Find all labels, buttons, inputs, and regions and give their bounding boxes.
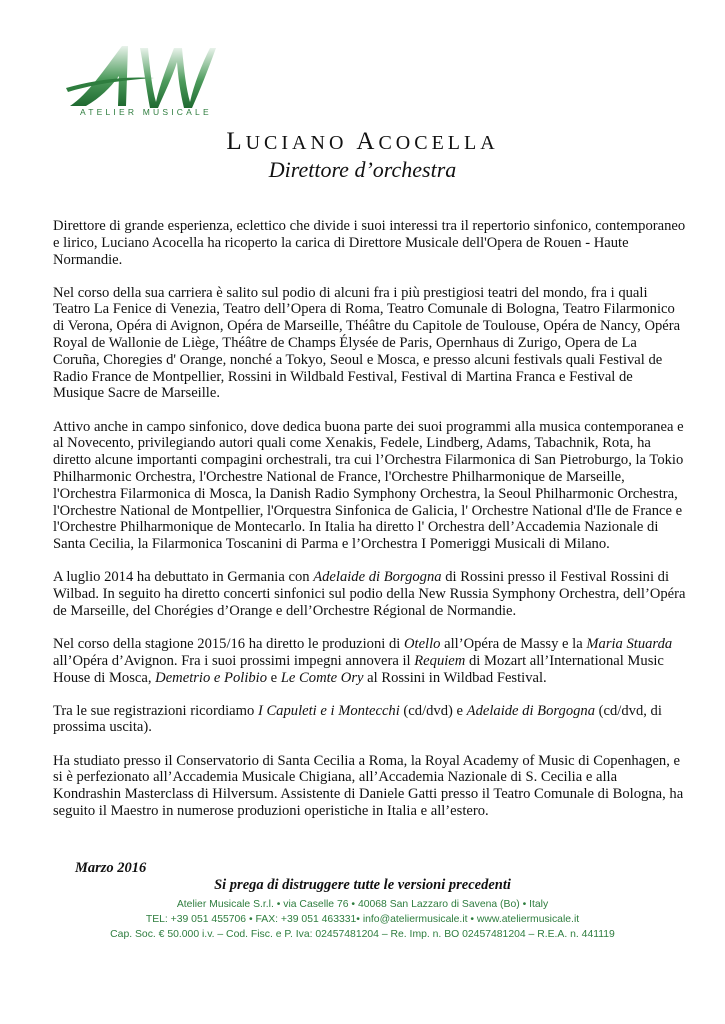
paragraph-recordings: Tra le sue registrazioni ricordiamo I Capuleti e i Montecchi (cd/dvd) e Adelaide di Borgogna (cd/dvd, di prossima uscita). — [53, 702, 662, 736]
page-title: LUCIANO ACOCELLA — [226, 128, 499, 155]
document-date: Marzo 2016 — [75, 860, 147, 876]
footer-contacts: TEL: +39 051 455706 • FAX: +39 051 463331• info@ateliermusicale.it • www.ateliermusicale.it — [145, 914, 580, 925]
paragraph-studies: Ha studiato presso il Conservatorio di Santa Cecilia a Roma, la Royal Academy of Music di Copenhagen, e si è perfezionato all’Accademia Musicale Chigiana, all’Accademia Nazionale di S. Cecilia e alla Kondrashin Masterclass di Hilversum. Assistente di Daniele Gatti presso il Teatro Comunale di Bologna, ha seguito il Maestro in numerose produzioni operistiche in Italia e all’estero. — [53, 752, 684, 819]
footer-address: Atelier Musicale S.r.l. • via Caselle 76 • 40068 San Lazzaro di Savena (Bo) • Italy — [176, 899, 549, 910]
paragraph-germany: A luglio 2014 ha debuttato in Germania con Adelaide di Borgogna di Rossini presso il Festival Rossini di Wilbad. In seguito ha diretto concerti sinfonici sul podio della New Russia Symphony Orchestra, dell’Opéra de Marseille, del Chorégies d’Orange e dell’Orchestre Régional de Normandie. — [53, 569, 686, 619]
biography-body — [53, 218, 687, 836]
paragraph-symphonic: Attivo anche in campo sinfonico, dove dedica buona parte dei suoi programmi alla musica contemporanea e al Novecento, privilegiando autori quali come Xenakis, Fedele, Lindberg, Adams, Tabachnik, Rota, ha diretto alcune importanti compagini orchestrali, tra cui l’Orchestra Filarmonica di San Pietroburgo, la Tokio Philharmonic Orchestra, l'Orchestre National de France, l'Orchestre Philharmonique de Marseille, l'Orchestra Filarmonica di Mosca, la Danish Radio Symphony Orchestra, la Seoul Philharmonic Orchestra, l'Orchestre National de Montpellier, l'Orquestra Sinfonica de Galicia, l' Orchestre National d'Ile de France e l'Orchestre Philharmonique de Montecarlo. In Italia ha diretto l' Orchestra dell’Accademia Nazionale di Santa Cecilia, la Filarmonica Toscanini di Parma e l’Orchestra I Pomeriggi Musicali di Milano. — [53, 418, 684, 553]
page-subtitle: Direttore d’orchestra — [268, 157, 457, 182]
footer-registration: Cap. Soc. € 50.000 i.v. – Cod. Fisc. e P. Iva: 02457481204 – Re. Imp. n. BO 02457481204 – R.E.A. n. 441119 — [110, 929, 615, 940]
company-footer — [0, 897, 725, 942]
version-notice: Si prega di distruggere tutte le versioni precedenti — [214, 877, 511, 893]
paragraph-theatres: Nel corso della sua carriera è salito sul podio di alcuni fra i più prestigiosi teatri del mondo, fra i quali Teatro La Fenice di Venezia, Teatro dell’Opera di Roma, Teatro Comunale di Bologna, Teatro Filarmonico di Verona, Opéra di Avignon, Opéra de Marseille, Théâtre du Capitole de Toulouse, Opéra de Nancy, Opéra Royal de Wallonie de Liège, Théâtre de Champs Élysée de Paris, Opernhaus di Zurigo, Opera de La Coruña, Choregies d' Orange, nonché a Tokyo, Seoul e Mosca, e presso alcuni festivals quali Festival de Radio France de Montpellier, Rossini in Wildbald Festival, Festival di Martina Franca e Festival de Musique Sacre de Marseille. — [53, 284, 681, 402]
paragraph-intro: Direttore di grande esperienza, eclettico che divide i suoi interessi tra il repertorio sinfonico, contemporaneo e lirico, Luciano Acocella ha ricoperto la carica di Direttore Musicale dell'Opera de Rouen - Haute Normandie. — [53, 218, 686, 268]
paragraph-season: Nel corso della stagione 2015/16 ha diretto le produzioni di Otello all’Opéra de Massy e la Maria Stuarda all’Opéra d’Avignon. Fra i suoi prossimi impegni annovera il Requiem di Mozart all’International Music House di Mosca, Demetrio e Polibio e Le Comte Ory al Rossini in Wildbad Festival. — [53, 635, 673, 686]
logo-wordmark: ATELIER MUSICALE — [80, 107, 212, 117]
